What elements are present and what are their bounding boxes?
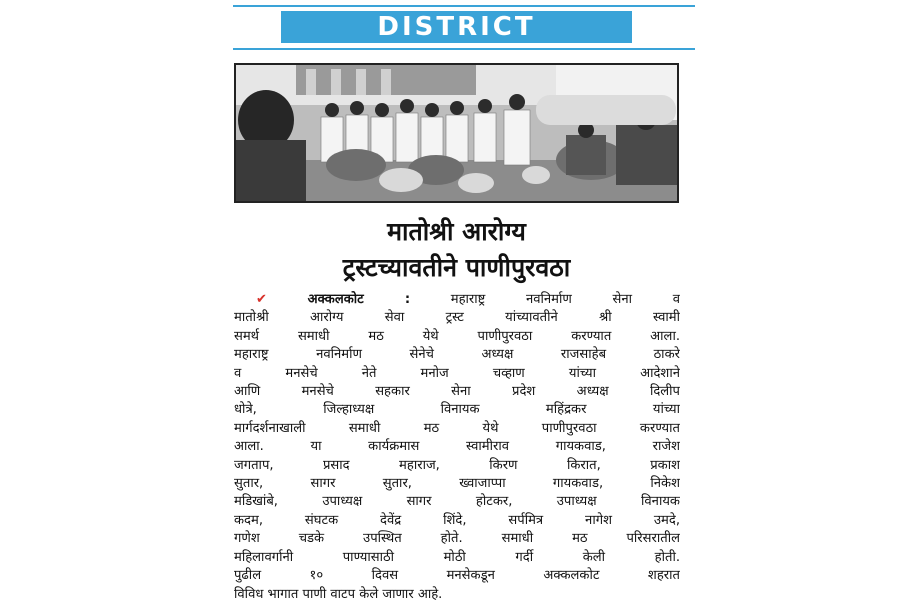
body-line-4: महाराष्ट्र नवनिर्माण सेनेचे अध्यक्ष राजसाहेब ठाकरे: [234, 347, 680, 363]
body-line-9: आला. या कार्यक्रमास स्वामीराव गायकवाड, राजेश: [234, 439, 680, 455]
headline-line-2: ट्रस्टच्यावतीने पाणीपुरवठा: [342, 253, 571, 282]
body-line-6: आणि मनसेचे सहकार सेना प्रदेश अध्यक्ष दिलीप: [234, 384, 680, 400]
body-line-12: मडिखांबे, उपाध्यक्ष सागर होटकर, उपाध्यक्ष विनायक: [234, 494, 680, 510]
body-line-1: [234, 291, 680, 309]
section-banner: DISTRICT: [281, 11, 632, 43]
body-line-10: जगताप, प्रसाद महाराज, किरण किरात, प्रकाश: [234, 457, 680, 473]
body-line-3: समर्थ समाधी मठ येथे पाणीपुरवठा करण्यात आला.: [234, 328, 680, 344]
body-line-8: मार्गदर्शनाखाली समाधी मठ येथे पाणीपुरवठा करण्यात: [234, 420, 680, 436]
body-line-2: मातोश्री आरोग्य सेवा ट्रस्ट यांच्यावतीने श्री स्वामी: [234, 310, 680, 326]
check-bullet-icon: ✔: [256, 292, 267, 307]
body-line-text: महाराष्ट्र नवनिर्माण सेना व: [450, 292, 680, 307]
body-line-16: पुढील १० दिवस मनसेकडून अक्कलकोट शहरात: [234, 568, 680, 584]
body-line-17: विविध भागात पाणी वाटप केले जाणार आहे.: [234, 586, 443, 600]
body-line-5: व मनसेचे नेते मनोज चव्हाण यांच्या आदेशाने: [234, 365, 680, 381]
news-photo-illustration: [236, 65, 677, 201]
body-line-11: सुतार, सागर सुतार, ख्वाजाप्पा गायकवाड, निकेश: [234, 476, 680, 492]
body-line-13: कदम, संघटक देवेंद्र शिंदे, सर्पमित्र नागेश उमदे,: [234, 512, 680, 528]
body-line-15: महिलावर्गानी पाण्यासाठी मोठी गर्दी केली होती.: [234, 549, 680, 565]
body-line-7: धोत्रे, जिल्हाध्यक्ष विनायक महिंद्रकर यांच्या: [234, 402, 680, 418]
dateline: अक्कलकोट :: [307, 292, 411, 307]
news-photo: [234, 63, 679, 203]
headline-line-1: मातोश्री आरोग्य: [387, 217, 526, 246]
article-body: [234, 291, 680, 600]
banner-top-rule: [233, 5, 695, 7]
banner-bottom-rule: [233, 48, 695, 50]
body-line-14: गणेश चडके उपस्थित होते. समाधी मठ परिसरातील: [234, 531, 680, 547]
article-headline: [234, 214, 679, 286]
